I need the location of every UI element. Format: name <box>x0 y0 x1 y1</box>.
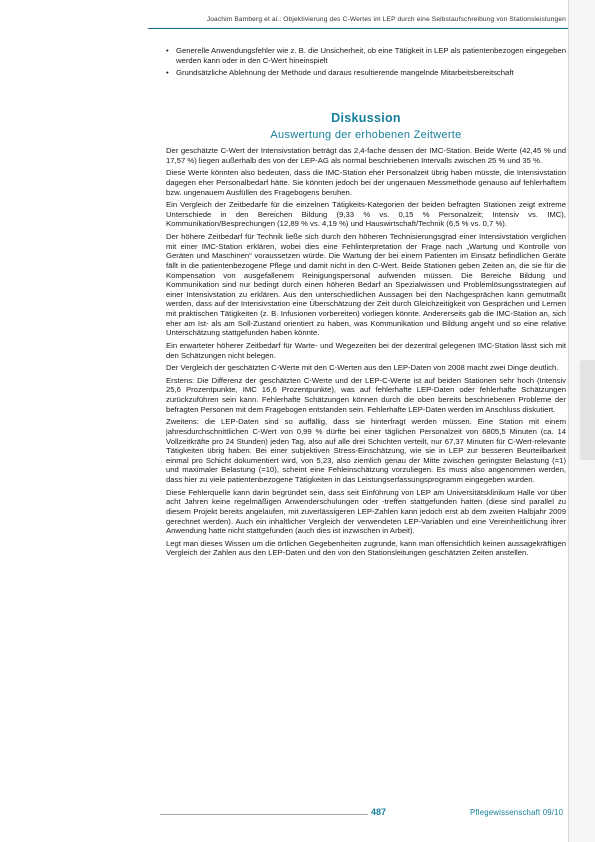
subsection-title: Auswertung der erhobenen Zeitwerte <box>270 129 462 141</box>
bullet-icon: • <box>166 46 169 55</box>
bullet-list <box>166 46 566 78</box>
bullet-text: Grundsätzliche Ablehnung der Methode und daraus resultierende mangelnde Mitarbeitsbereitschaft <box>176 68 514 77</box>
paragraph: Der Vergleich der geschätzten C-Werte mit den C-Werten aus den LEP-Daten von 2008 macht zwei Dinge deutlich. <box>166 363 559 373</box>
section-title: Diskussion <box>331 111 401 125</box>
list-item <box>166 46 566 66</box>
paragraph: Der höhere Zeitbedarf für Technik ließe sich durch den höheren Technisierungsgrad einer Intensivstation verglichen mit einer IMC-Station erklären, wobei dies eine Fehlinterpretation der Frage nach „Wartung und Kontrolle von Geräten und Maschinen“ voraussetzen würde. Die Wartung der bei einem Patienten im Einsatz befindlichen Geräte fällt in die patientenbezogene Pflege und damit nicht in den C-Wert. Beide Stationen geben Zeiten an, die sie für die Kompensation von ausgefallenem Reinigungspersonal aufwenden müssen. Die Bereiche Bildung und Kommunikation sind nur bedingt durch einen höheren Bedarf an Spezialwissen und Problemlösungsstrategien auf einer Intensivstation zu erklären. Aus den unterschiedlichen Aussagen bei den Nachgesprächen kann gemutmaßt werden, dass auf der Intensivstation eine Überschätzung der Zeit durch Gleichzeitigkeit von Gesprächen und Lernen mit praktischen Tätigkeiten (z. B. Infusionen vorbereiten) vorliegen könnte. Andererseits gab die IMC-Station an, sich eher am Ist- als am Soll-Zustand orientiert zu haben, was Kommunikation und Bildung angeht und so eine relative Unterschätzung stattgefunden haben könnte. <box>166 232 566 338</box>
paragraph: Diese Fehlerquelle kann darin begründet sein, dass seit Einführung von LEP am Universitätsklinikum Halle vor über acht Jahren keine regelmäßigen Anwenderschulungen oder -treffen stattgefunden hatten (diese sind parallel zu diesem Projekt bereits angelaufen, mit zuverlässigeren LEP-Zahlen kann jedoch erst ab dem zweiten Halbjahr 2009 gerechnet werden). Auch ein inhaltlicher Vergleich der verwendeten LEP-Variablen und eine Vereinheitlichung ihrer Anwendung hatte nicht stattgefunden (auch dies ist inzwischen in Arbeit). <box>166 487 566 536</box>
paragraph: Diese Werte könnten also bedeuten, dass die IMC-Station eher Personalzeit übrig haben müsste, die Intensivstation dagegen eher Personalbedarf hätte. Sie könnten jedoch bei der ungenauen Messmethode genauso auf fehlerhaftem bzw. ungenauem Ausfüllen des Fragebogens beruhen. <box>166 168 566 197</box>
paragraph: Ein erwarteter höherer Zeitbedarf für Warte- und Wegezeiten bei der dezentral gelegenen IMC-Station lässt sich mit den Schätzungen nicht belegen. <box>166 340 566 360</box>
running-header: Joachim Bamberg et al.: Objektivierung des C-Wertes im LEP durch eine Selbstaufschreibung von Stationsleistungen <box>206 16 566 23</box>
paragraph: Der geschätzte C-Wert der Intensivstation beträgt das 2,4-fache dessen der IMC-Station. Beide Werte (42,45 % und 17,57 %) liegen außerhalb des von der LEP-AG als normal beschriebenen Intervalls zwischen 25 % und 35 %. <box>166 146 566 165</box>
paragraph: Legt man dieses Wissen um die örtlichen Gegebenheiten zugrunde, kann man offensichtlich keinen aussagekräftigen Vergleich der Zahlen aus den LEP-Daten und den von den Stationsleitungen geschätzten Zeiten anstellen. <box>166 538 566 558</box>
paragraph: Zweitens: die LEP-Daten sind so auffällig, dass sie hinterfragt werden müssen. Eine Station mit einem jahresdurchschnittlichen C-Wert von 0,99 % dürfte bei einer täglichen Personalzeit von 6805,5 Minuten (ca. 14 Vollzeitkräfte pro 24 Stunden) jeden Tag, also auf alle drei Schichten verteilt, nur 67,37 Minuten für C-Wert-relevante Tätigkeiten übrig haben. Bei einer subjektiven Stress-Einschätzung, wie sie in LEP zur besseren Beurteilbarkeit einmal pro Schicht dokumentiert wird, von 5,23, also ziemlich genau der Mitte zwischen geringster Belastung (=1) und maximaler Belastung (=10), scheint eine Fehleinschätzung vorzuliegen. Es muss also angenommen werden, dass hier zu viele patientenbezogene Tätigkeiten in das Leistungserfassungsprogramm eingegeben wurden. <box>166 417 566 484</box>
list-item <box>166 68 566 78</box>
bullet-icon: • <box>166 68 169 77</box>
journal-name: Pflegewissenschaft 09/10 <box>470 808 564 817</box>
side-thumb-tab <box>580 360 595 460</box>
footer-rule <box>160 814 368 815</box>
page-number: 487 <box>371 807 387 817</box>
main-content <box>166 46 566 561</box>
header-rule <box>148 28 568 29</box>
paragraph: Erstens: Die Differenz der geschätzten C-Werte und der LEP-C-Werte ist auf beiden Stationen sehr hoch (Intensiv 25,6 Prozentpunkte, IMC 16,6 Prozentpunkte), was auf fehlerhafte LEP-Daten oder fehlerhafte Schätzungen zurückzuführen sein kann. Fehlerhafte Schätzungen können durch die oben bereits beschriebenen Probleme der befragten Personen mit dem Fragebogen entstanden sein. Fehlerhafte LEP-Daten werden im Anschluss diskutiert. <box>166 375 566 414</box>
page-footer <box>0 806 568 822</box>
bullet-text: Generelle Anwendungsfehler wie z. B. die Unsicherheit, ob eine Tätigkeit in LEP als patientenbezogen eingegeben werden kann oder in den C-Wert hineinspielt <box>176 46 566 65</box>
paragraph: Ein Vergleich der Zeitbedarfe für die einzelnen Tätigkeits-Kategorien der beiden befragten Stationen zeigt extreme Unterschiede in den Bereichen Bildung (9,33 % vs. 0,15 % Personalzeit; Intensiv vs. IMC), Kommunikation/Besprechungen (12,89 % vs. 4,19 %) und Hauswirtschaft/Technik (6,5 % vs. 0,7 %). <box>166 200 566 229</box>
